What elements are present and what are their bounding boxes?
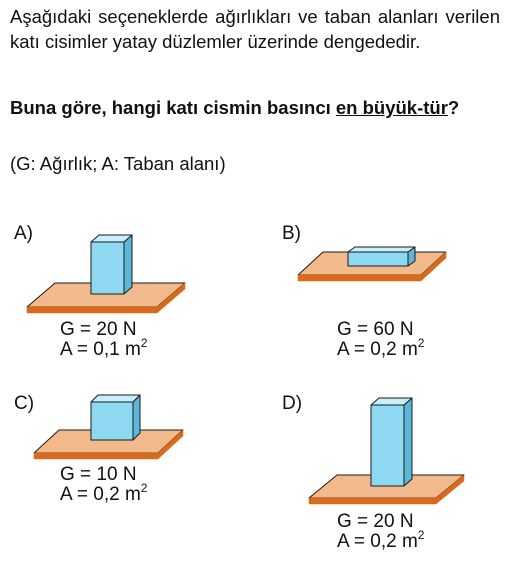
option-b[interactable]	[255, 215, 505, 385]
block-d	[371, 398, 412, 486]
option-a-values	[60, 320, 147, 360]
option-d-values	[337, 512, 424, 552]
option-a-weight: G = 20 N	[60, 319, 137, 340]
option-b-area: A = 0,2 $m^2$	[337, 336, 425, 360]
option-a-letter: A)	[14, 223, 33, 244]
option-b-figure	[255, 215, 505, 325]
block-a	[91, 235, 132, 294]
question-prompt-suffix: ?	[447, 97, 460, 118]
option-c-letter: C)	[14, 393, 35, 414]
option-a-figure	[0, 215, 250, 325]
option-c-weight: G = 10 N	[60, 464, 137, 485]
option-c-figure	[0, 386, 250, 466]
option-c[interactable]	[0, 386, 250, 556]
option-a[interactable]	[0, 215, 250, 385]
question-prompt-prefix: Buna göre, hangi katı cismin basıncı	[10, 97, 336, 118]
option-b-weight: G = 60 N	[337, 319, 414, 340]
question-intro: Aşağıdaki seçeneklerde ağırlıkları ve taban alanları verilen katı cisimler yatay düzlemler üzerinde dengededir.	[10, 6, 500, 52]
option-d-weight: G = 20 N	[337, 511, 414, 532]
option-b-letter: B)	[282, 223, 301, 244]
block-c	[91, 395, 140, 440]
option-a-area: A = 0,1 $m^2$	[60, 336, 148, 360]
option-b-values	[337, 320, 424, 360]
option-d-figure	[255, 386, 505, 511]
block-b	[348, 247, 415, 266]
option-d-area: A = 0,2 $m^2$	[337, 528, 425, 552]
question-prompt-emphasis: en büyük-tür	[335, 97, 448, 118]
option-c-values	[60, 465, 147, 505]
question-prompt	[10, 95, 502, 120]
question-legend: (G: Ağırlık; A: Taban alanı)	[10, 153, 226, 174]
option-d-letter: D)	[282, 393, 303, 414]
option-d[interactable]	[255, 386, 505, 556]
option-c-area: A = 0,2 $m^2$	[60, 481, 148, 505]
